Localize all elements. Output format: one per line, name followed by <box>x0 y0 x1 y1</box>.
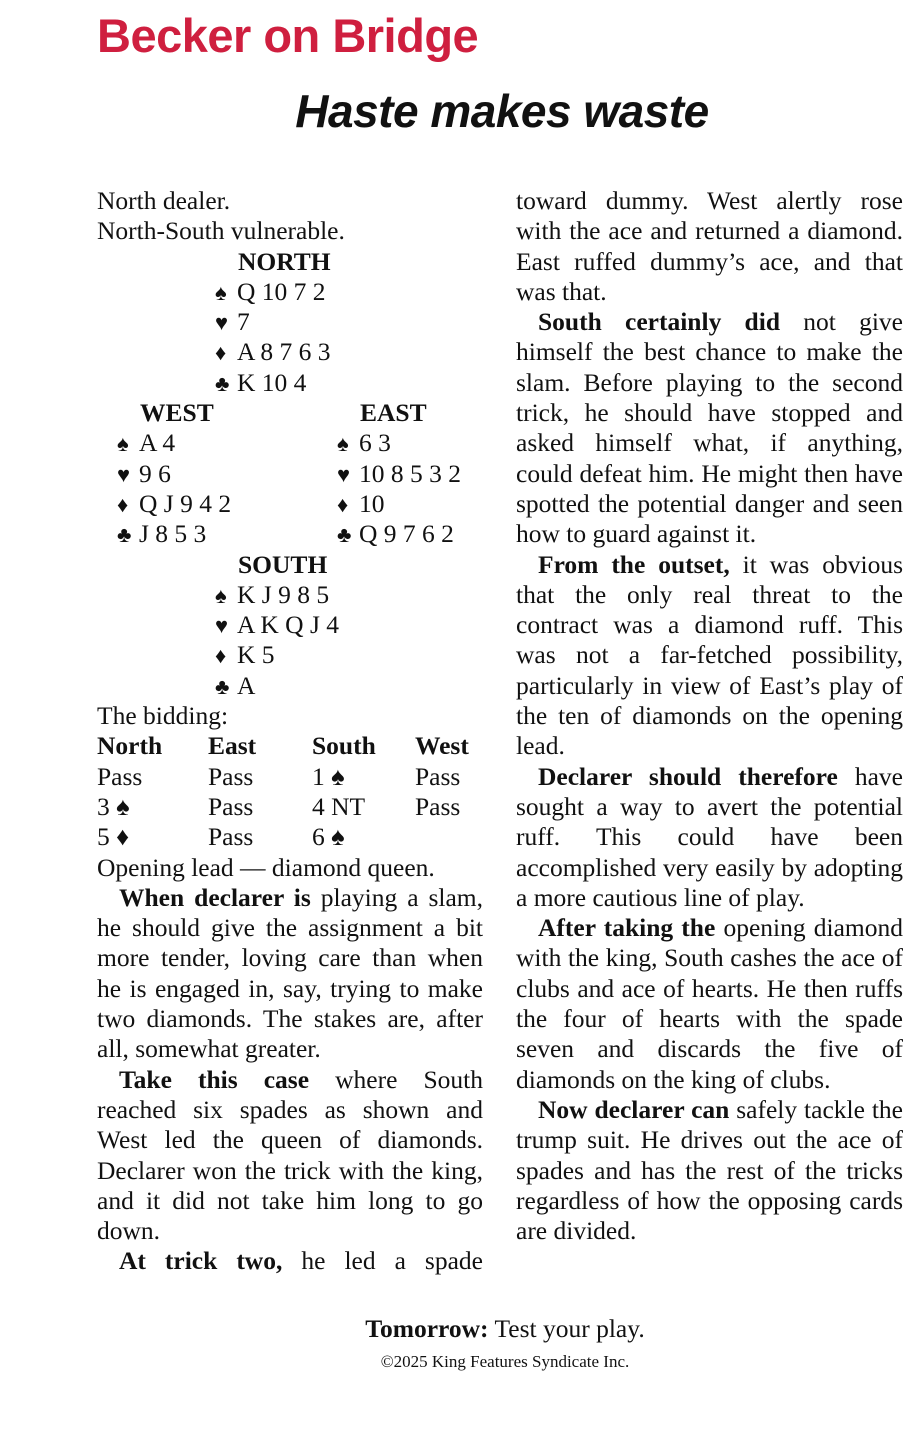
copyright: ©2025 King Features Syndicate Inc. <box>380 1352 630 1371</box>
west-east-hearts: ♥ 9 6 ♥ 10 8 5 3 2 <box>97 459 483 489</box>
heart-icon: ♥ <box>337 461 351 487</box>
north-diamonds: ♦ A 8 7 6 3 <box>97 337 483 367</box>
north-hearts: ♥ 7 <box>97 307 483 337</box>
article-paragraph: Take this case where South reached six spades as shown and West led the queen of diamonds. Declarer won the trick with the king, and it did not take him long to go down. <box>97 1064 483 1246</box>
bidding-row: Pass Pass 1 ♠ Pass <box>97 761 461 791</box>
north-label: NORTH <box>238 246 331 276</box>
headline: Haste makes waste <box>295 85 709 137</box>
article-paragraph: From the outset, it was obvious that the only real threat to the contract was a diamond ruff. This was not a far-fetched possibility, particularly in view of East’s play of the ten of diamonds on the opening lead. <box>516 549 903 761</box>
south-clubs: ♣ A <box>97 671 483 701</box>
bid-header-east: East <box>208 731 257 761</box>
article-paragraph: South certainly did not give himself the best chance to make the slam. Before playing to the second trick, he should have stopped and asked himself what, if anything, could defeat him. He might then have spotted the potential danger and seen how to guard against it. <box>516 307 903 549</box>
article-paragraph: When declarer is playing a slam, he should give the assignment a bit more tender, loving care than when he is engaged in, say, trying to make two diamonds. The stakes are, after all, somewhat greater. <box>97 882 483 1064</box>
east-label: EAST <box>360 398 427 428</box>
article-paragraph: Declarer should therefore have sought a way to avert the potential ruff. This could have been accomplished very easily by adopting a more cautious line of play. <box>516 761 903 912</box>
bidding-row: 5 ♦ Pass 6 ♠ <box>97 822 345 852</box>
club-icon: ♣ <box>215 673 230 699</box>
masthead: Becker on Bridge <box>97 9 479 62</box>
spade-icon: ♠ <box>337 431 349 457</box>
dealer: North dealer. <box>97 186 231 215</box>
article-paragraph: At trick two, he led a spade <box>119 1246 483 1276</box>
diamond-icon: ♦ <box>337 491 349 517</box>
bid-header-north: North <box>97 731 163 761</box>
diamond-icon: ♦ <box>117 491 129 517</box>
west-label: WEST <box>140 398 214 428</box>
article-paragraph: Now declarer can safely tackle the trump suit. He drives out the ace of spades and has the rest of the tricks regardless of how the opposing cards are divided. <box>516 1094 903 1246</box>
north-clubs: ♣ K 10 4 <box>97 368 483 398</box>
opening-lead: Opening lead — diamond queen. <box>97 852 435 882</box>
west-east-diamonds: ♦ Q J 9 4 2 ♦ 10 <box>97 489 483 519</box>
spade-icon: ♠ <box>215 582 227 608</box>
west-east-clubs: ♣ J 8 5 3 ♣ Q 9 7 6 2 <box>97 519 483 549</box>
spade-icon: ♠ <box>117 431 129 457</box>
club-icon: ♣ <box>117 522 132 548</box>
vulnerability: North-South vulnerable. <box>97 216 345 246</box>
bidding-header <box>97 731 483 761</box>
heart-icon: ♥ <box>117 461 131 487</box>
left-column <box>97 186 483 1277</box>
diamond-icon: ♦ <box>215 340 227 366</box>
club-icon: ♣ <box>215 370 230 396</box>
south-diamonds: ♦ K 5 <box>97 640 483 670</box>
heart-icon: ♥ <box>215 310 229 336</box>
bid-header-south: South <box>312 731 376 761</box>
article-paragraph: After taking the opening diamond with the king, South cashes the ace of clubs and ace of hearts. He then ruffs the four of hearts with the spade seven and discards the five of diamonds on the king of clubs. <box>516 913 903 1094</box>
south-spades: ♠ K J 9 8 5 <box>97 580 483 610</box>
spade-icon: ♠ <box>215 279 227 305</box>
right-column <box>516 186 903 1246</box>
west-east-labels <box>97 398 483 428</box>
north-spades: ♠ Q 10 7 2 <box>97 277 483 307</box>
west-east-spades: ♠ A 4 ♠ 6 3 <box>97 428 483 458</box>
diamond-icon: ♦ <box>215 643 227 669</box>
club-icon: ♣ <box>337 522 352 548</box>
article-paragraph-continued: toward dummy. West alertly rose with the ace and returned a diamond. East ruffed dummy’s ace, and that was that. <box>516 186 903 306</box>
footer-teaser: Tomorrow: Test your play. <box>365 1314 645 1343</box>
heart-icon: ♥ <box>215 613 229 639</box>
bid-header-west: West <box>415 731 469 761</box>
south-label: SOUTH <box>238 549 328 579</box>
bidding-label: The bidding: <box>97 701 229 731</box>
south-hearts: ♥ A K Q J 4 <box>97 610 483 640</box>
bidding-row: 3 ♠ Pass 4 NT Pass <box>97 791 461 821</box>
